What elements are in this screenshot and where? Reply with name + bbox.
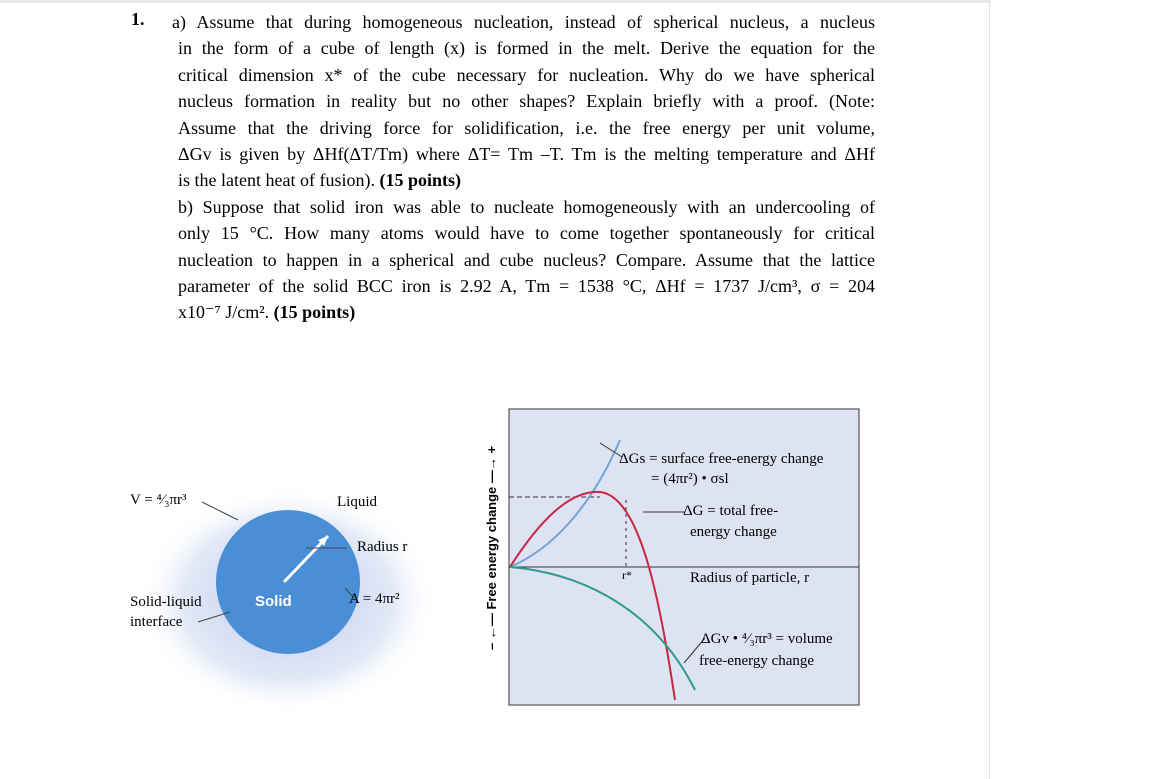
question-line-text: is the latent heat of fusion).: [178, 170, 375, 191]
question-line: [178, 167, 875, 193]
y-axis-title: – ←— Free energy change —→ +: [484, 445, 499, 650]
question-line: nucleation to happen in a spherical and cube nucleus? Compare. Assume that the lattice: [178, 249, 875, 270]
volume-energy-label: ΔGv • ⁴⁄₃πr³ = volume: [701, 631, 833, 647]
interface-label: interface: [130, 614, 183, 630]
question-line-text: x10⁻⁷ J/cm².: [178, 302, 270, 323]
points-a: (15 points): [379, 170, 461, 191]
area-formula: A = 4πr²: [349, 591, 400, 607]
radius-label: Radius r: [357, 539, 408, 555]
total-energy-label: energy change: [690, 524, 777, 540]
question-line: in the form of a cube of length (x) is formed in the melt. Derive the equation for the: [178, 38, 875, 59]
liquid-label: Liquid: [337, 494, 377, 510]
volume-formula: V = ⁴⁄₃πr³: [130, 492, 187, 508]
x-axis-label: Radius of particle, r: [690, 570, 810, 586]
surface-energy-label: ΔGs = surface free-energy change: [619, 451, 824, 467]
solid-label: Solid: [255, 593, 292, 610]
critical-radius-label: r*: [622, 568, 632, 582]
question-line: [178, 299, 875, 325]
free-energy-graph: [480, 400, 880, 710]
question-number: 1.: [131, 9, 145, 29]
volume-energy-label: free-energy change: [699, 653, 815, 669]
question-line: parameter of the solid BCC iron is 2.92 A, Tm = 1538 °C, ΔHf = 1737 J/cm³, σ = 204: [178, 276, 875, 297]
surface-energy-formula: = (4πr²) • σsl: [651, 471, 729, 487]
question-line: b) Suppose that solid iron was able to nucleate homogeneously with an undercooling of: [178, 196, 875, 217]
question-line: nucleus formation in reality but no other shapes? Explain briefly with a proof. (Note:: [178, 91, 875, 112]
total-energy-label: ΔG = total free-: [683, 503, 779, 519]
question-line: a) Assume that during homogeneous nucleation, instead of spherical nucleus, a nucleus: [172, 12, 875, 32]
points-b: (15 points): [273, 302, 356, 323]
question-line: critical dimension x* of the cube necessary for nucleation. Why do we have spherical: [178, 64, 875, 85]
sphere-diagram: [120, 440, 460, 720]
page-right-edge: [989, 0, 990, 779]
question-text: [172, 9, 875, 326]
page-top-edge: [0, 0, 990, 3]
sphere-nucleus-figure: [120, 440, 460, 720]
interface-label: Solid-liquid: [130, 594, 202, 610]
question-line: Assume that the driving force for solidification, i.e. the free energy per unit volume,: [178, 117, 875, 138]
question-line: only 15 °C. How many atoms would have to come together spontaneously for critical: [178, 223, 875, 244]
solid-sphere: [216, 510, 360, 654]
question-line: ΔGv is given by ΔHf(ΔT/Tm) where ΔT= Tm –T. Tm is the melting temperature and ΔHf: [178, 144, 875, 165]
free-energy-figure: [480, 400, 880, 710]
